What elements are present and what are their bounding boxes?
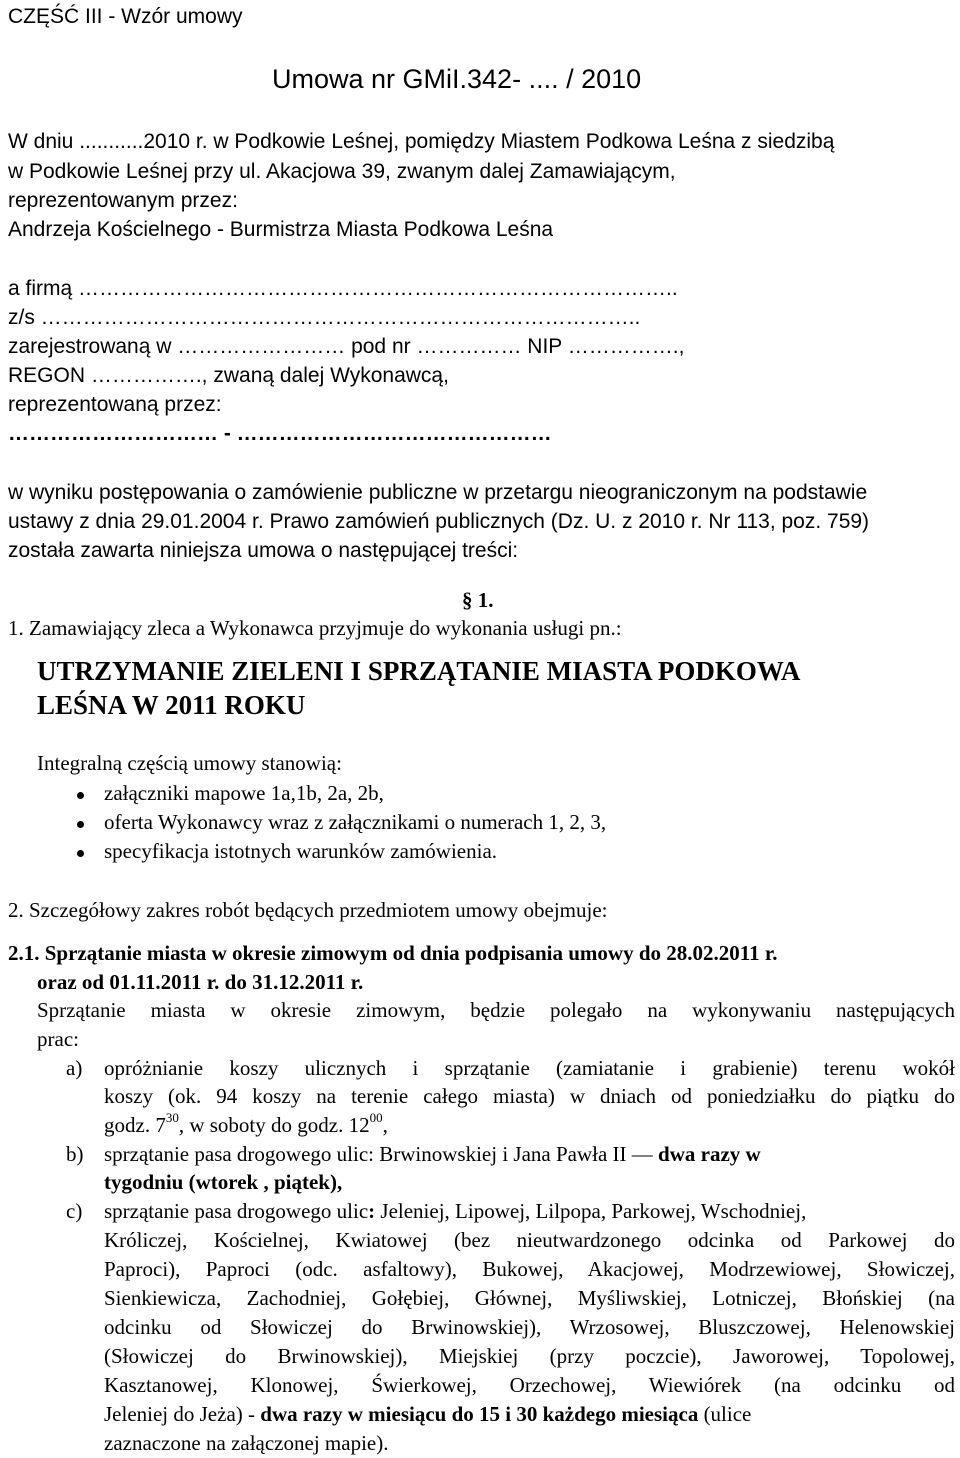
contractor-registered: zarejestrowaną w …………………… pod nr …………… NIP ……………., [8, 335, 685, 358]
service-title-line-2: LEŚNA W 2011 ROKU [37, 690, 306, 720]
item-c-colon: : [368, 1199, 376, 1223]
list-label-c: c) [66, 1199, 83, 1223]
intro-line-1: W dniu ...........2010 r. w Podkowie Leśnej, pomiędzy Miastem Podkowa Leśna z siedzibą [8, 130, 835, 153]
bullet-icon [77, 850, 84, 857]
attachment-item: załączniki mapowe 1a,1b, 2a, 2b, [104, 781, 384, 805]
list-label-b: b) [66, 1142, 84, 1166]
item-c-line-3: Paproci), Paproci (odc. asfaltowy), Bukowej, Akacjowej, Modrzewiowej, Słowiczej, [104, 1257, 955, 1281]
basis-line-3: została zawarta niniejsza umowa o następującej treści: [8, 539, 519, 562]
item-c-line-6: (Słowiczej do Brwinowskiej), Miejskiej (przy poczcie), Jaworowej, Topolowej, [104, 1344, 955, 1368]
list-label-a: a) [66, 1056, 83, 1080]
attachment-item: specyfikacja istotnych warunków zamówienia. [104, 839, 498, 863]
contractor-regon: REGON ……………., zwaną dalej Wykonawcą, [8, 364, 449, 387]
item-c-line-9: zaznaczone na załączonej mapie). [104, 1431, 389, 1455]
contractor-seat: z/s ………………………………………………………………………….. [8, 306, 641, 329]
section-heading: § 1. [462, 588, 494, 612]
item-c-streets-start: Jeleniej, Lipowej, Lilpopa, Parkowej, Wschodniej, [375, 1199, 807, 1223]
item-a-line-2: koszy (ok. 94 koszy na terenie całego miasta) w dniach od poniedziałku do piątku do [104, 1084, 955, 1108]
integral-parts: Integralną częścią umowy stanowią: [37, 751, 342, 775]
item-c-note-start: (ulice [703, 1402, 752, 1426]
winter-intro-line-2: prac: [37, 1027, 79, 1051]
basis-line-1: w wyniku postępowania o zamówienie publiczne w przetargu nieograniczonym na podstawie [8, 481, 868, 504]
item-b-frequency: dwa razy w [658, 1142, 761, 1166]
item-c-line-4: Sienkiewicza, Zachodniej, Gołębiej, Głównej, Myśliwskiej, Lotniczej, Błońskiej (na [104, 1286, 955, 1310]
winter-heading-line-2: oraz od 01.11.2011 r. do 31.12.2011 r. [37, 970, 364, 994]
item-c-line-7: Kasztanowej, Klonowej, Świerkowej, Orzechowej, Wiewiórek (na odcinku od [104, 1373, 955, 1397]
winter-heading-line-1: 2.1. Sprzątanie miasta w okresie zimowym od dnia podpisania umowy do 28.02.2011 r. [8, 941, 778, 965]
item-a-time-1: godz. 7 [104, 1113, 166, 1137]
item-c-frequency: dwa razy w miesiącu do 15 i 30 każdego miesiąca [260, 1402, 699, 1426]
item-a-line-3-end: , [382, 1113, 388, 1137]
item-b-line-2: tygodniu (wtorek , piątek), [104, 1170, 343, 1194]
intro-line-4: Andrzeja Kościelnego - Burmistrza Miasta Podkowa Leśna [8, 218, 554, 241]
item-a-time-1-minutes: 30 [165, 1110, 179, 1125]
service-title-line-1: UTRZYMANIE ZIELENI I SPRZĄTANIE MIASTA PODKOWA [37, 656, 801, 686]
winter-intro-line-1: Sprzątanie miasta w okresie zimowym, będzie polegało na wykonywaniu następujących [37, 998, 955, 1022]
attachment-item: oferta Wykonawcy wraz z załącznikami o numerach 1, 2, 3, [104, 810, 607, 834]
item-c-intro: sprzątanie pasa drogowego ulic [104, 1199, 369, 1223]
item-a-line-1: opróżnianie koszy ulicznych i sprzątanie (zamiatanie i grabienie) terenu wokół [104, 1056, 955, 1080]
item-b-streets: sprzątanie pasa drogowego ulic: Brwinowskiej i Jana Pawła II — [104, 1142, 653, 1166]
item-c-line-1 [104, 1199, 806, 1224]
item-c-streets-end: Jeleniej do Jeża) - [104, 1402, 256, 1426]
part-heading: CZĘŚĆ III - Wzór umowy [8, 5, 243, 28]
intro-line-3: reprezentowanym przez: [8, 189, 238, 212]
item-a-line-3 [104, 1110, 388, 1138]
contractor-signatories: ………………………… - ……………………………………… [8, 422, 552, 445]
section-item-1: 1. Zamawiający zleca a Wykonawca przyjmuje do wykonania usługi pn.: [8, 616, 622, 640]
item-c-line-8 [104, 1402, 751, 1427]
bullet-icon [77, 792, 84, 799]
item-a-time-2: , w soboty do godz. 12 [178, 1113, 370, 1137]
item-b-line-1 [104, 1142, 761, 1167]
item-a-time-2-minutes: 00 [369, 1110, 383, 1125]
bullet-icon [77, 821, 84, 828]
basis-line-2: ustawy z dnia 29.01.2004 r. Prawo zamówień publicznych (Dz. U. z 2010 r. Nr 113, poz. 759) [8, 510, 870, 533]
contractor-represented: reprezentowaną przez: [8, 393, 222, 416]
item-c-line-5: odcinku od Słowiczej do Brwinowskiej), Wrzosowej, Bluszczowej, Helenowskiej [104, 1315, 955, 1339]
contract-title: Umowa nr GMiI.342- .... / 2010 [272, 64, 642, 94]
section-item-2: 2. Szczegółowy zakres robót będących przedmiotem umowy obejmuje: [8, 898, 608, 922]
intro-line-2: w Podkowie Leśnej przy ul. Akacjowa 39, zwanym dalej Zamawiającym, [8, 160, 676, 183]
contractor-firm: a firmą ………………………………………………………………………….. [8, 277, 678, 300]
item-c-line-2: Króliczej, Kościelnej, Kwiatowej (bez nieutwardzonego odcinka od Parkowej do [104, 1228, 955, 1252]
